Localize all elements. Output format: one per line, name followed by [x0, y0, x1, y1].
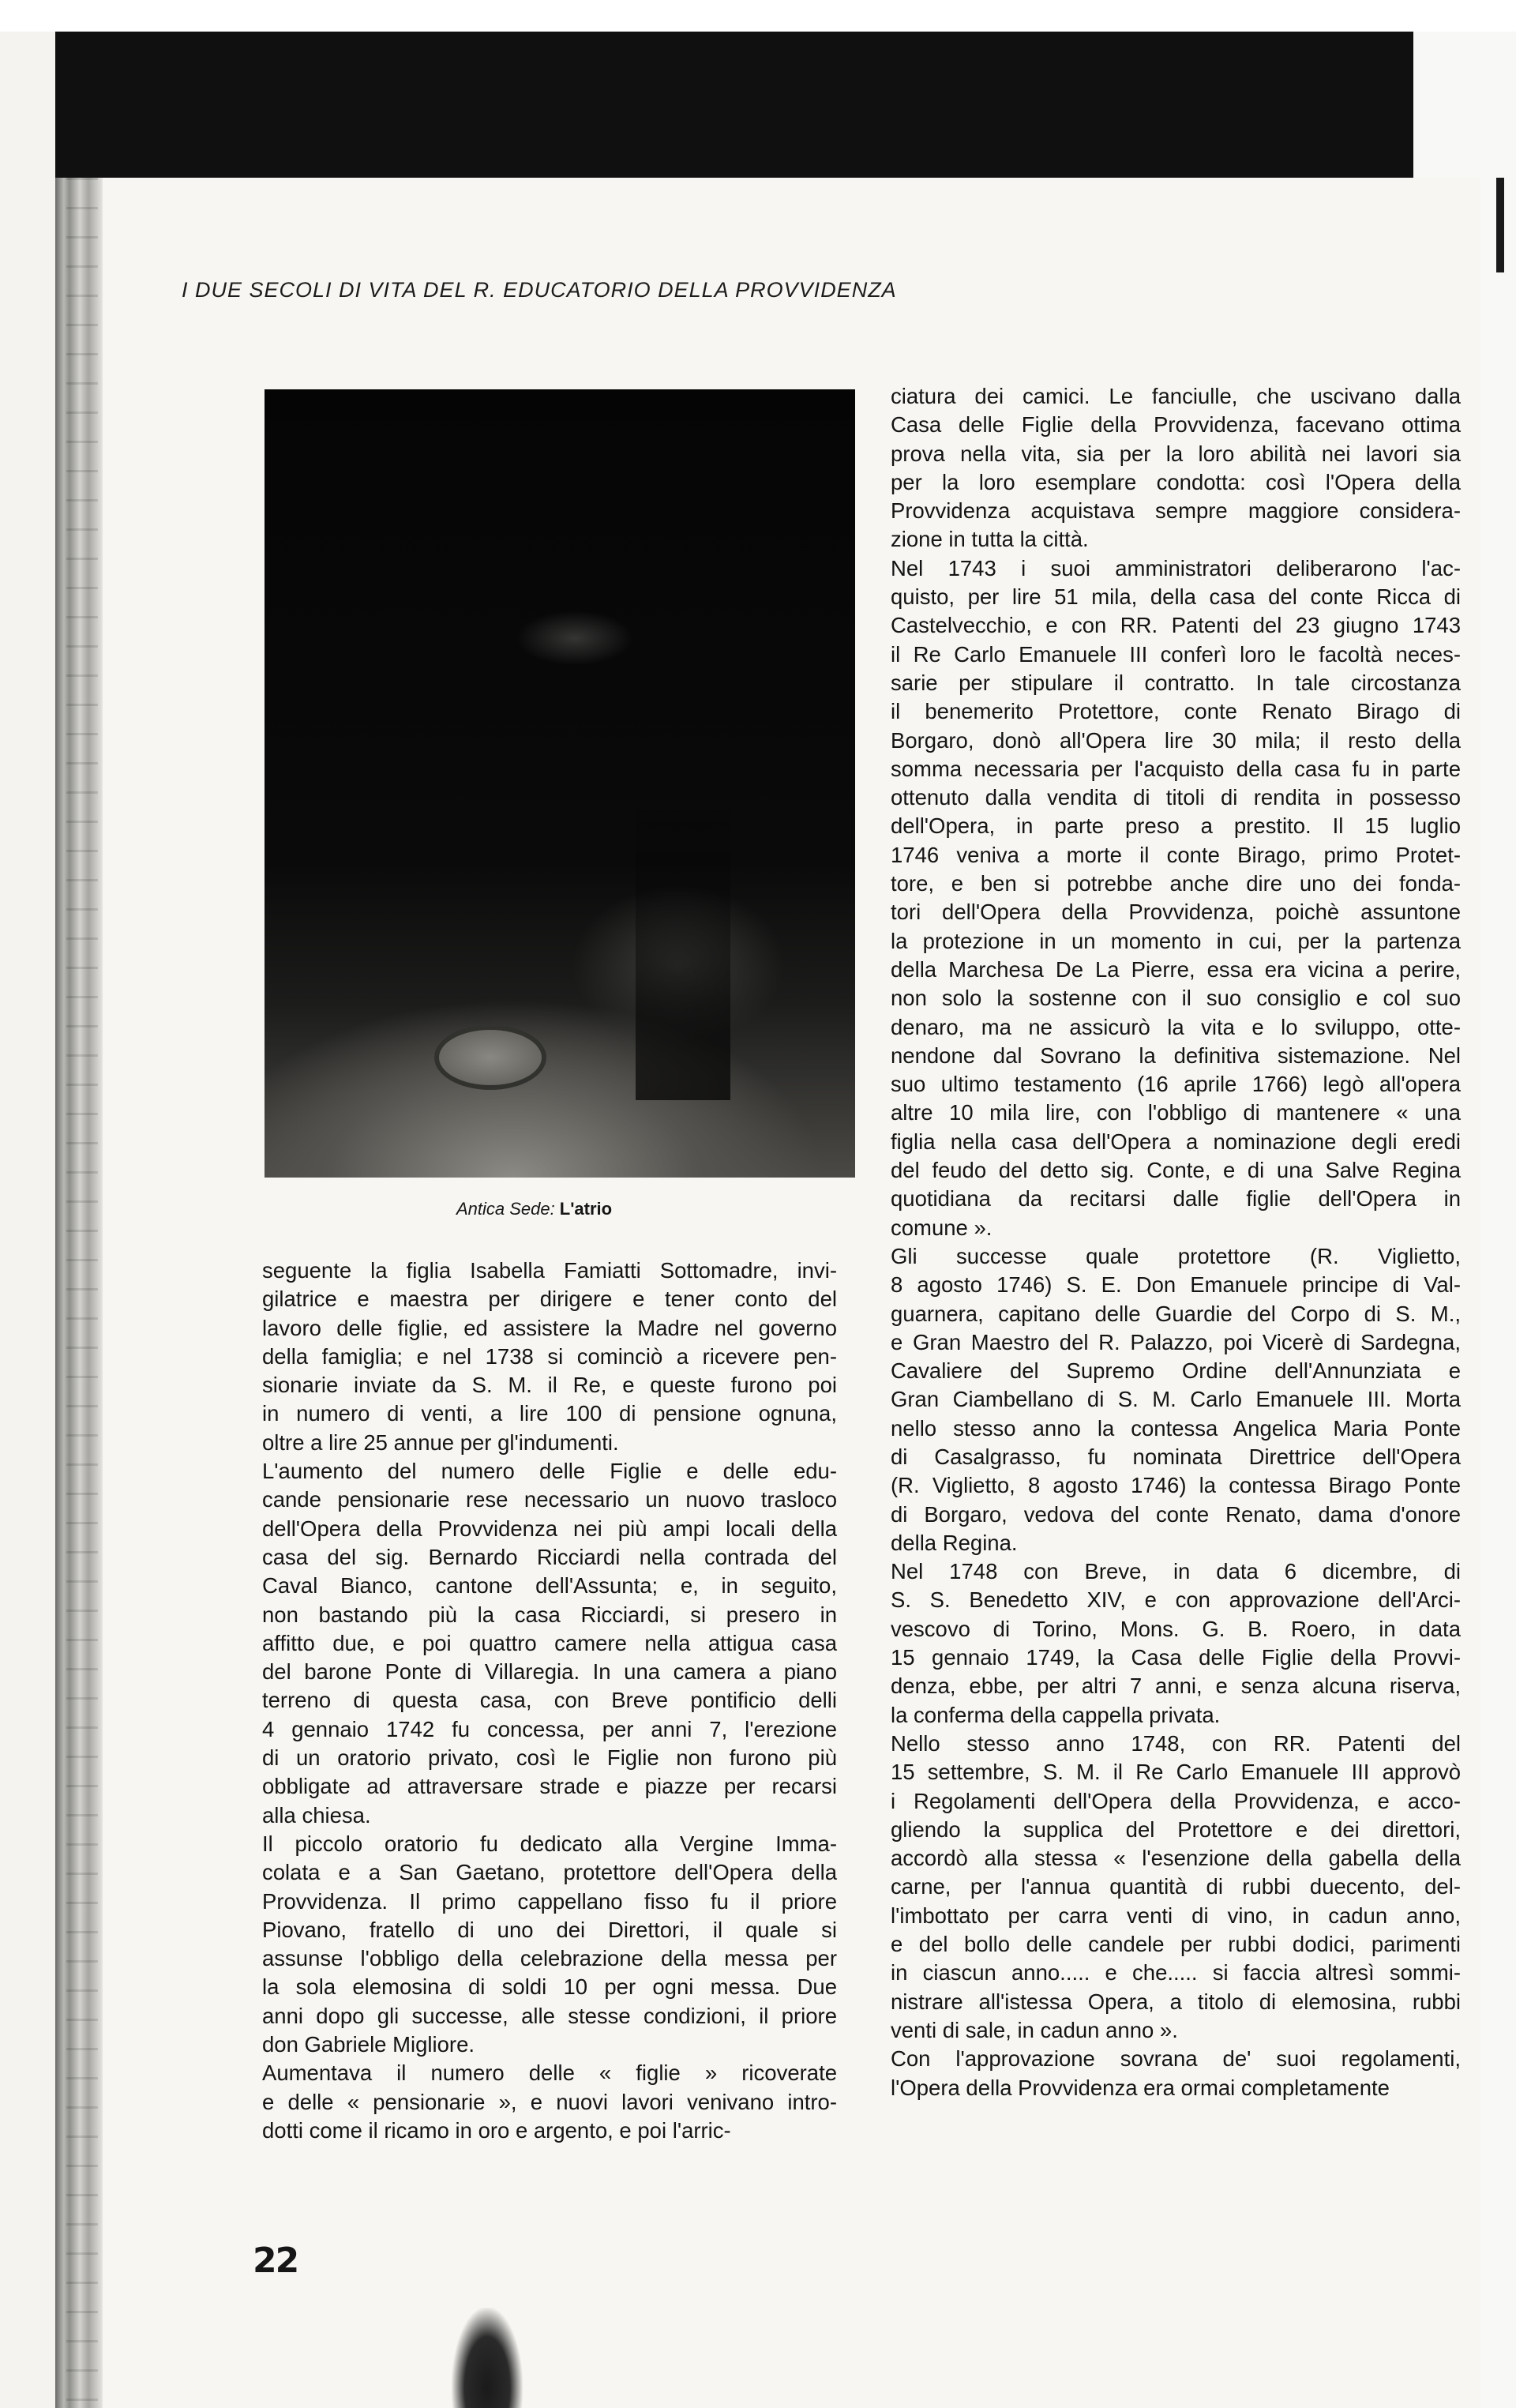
text-line: l'Opera della Provvidenza era ormai completamente — [891, 2075, 1390, 2100]
text-line: cande pensionarie rese necessario un nuovo trasloco — [262, 1487, 837, 1512]
scan-dark-border — [55, 32, 1413, 178]
text-line: Gran Ciambellano di S. M. Carlo Emanuele III. Morta — [891, 1387, 1461, 1412]
text-line: Casa delle Figlie della Provvidenza, facevano ottima — [891, 412, 1461, 438]
text-line: di Borgaro, vedova del conte Renato, dama d'onore — [891, 1501, 1461, 1527]
text-line: figlia nella casa dell'Opera a nominazione degli eredi — [891, 1129, 1461, 1154]
text-line: il benemerito Protettore, conte Renato Birago di — [891, 699, 1461, 724]
text-line: quisto, per lire 51 mila, della casa del conte Ricca di — [891, 584, 1461, 610]
text-line: e Gran Maestro del R. Palazzo, poi Vicerè di Sardegna, — [891, 1329, 1461, 1354]
atrium-photograph — [265, 389, 855, 1178]
text-line: nendone dal Sovrano la definitiva sistemazione. Nel — [891, 1042, 1461, 1068]
text-line: S. S. Benedetto XIV, e con approvazione dell'Arci- — [891, 1587, 1461, 1613]
text-line: di Casalgrasso, fu nominata Direttrice dell'Opera — [891, 1444, 1461, 1469]
photo-lamp-highlight — [516, 610, 634, 666]
text-line: anni dopo gli successe, alle stesse condizioni, il priore — [262, 2003, 837, 2028]
text-line: Provvidenza acquistava sempre maggiore considera- — [891, 498, 1461, 524]
text-line: del feudo del detto sig. Conte, e di una Salve Regina — [891, 1158, 1461, 1183]
text-line: lavoro delle figlie, ed assistere la Madre nel governo — [262, 1315, 837, 1340]
caption-place: Antica Sede: — [456, 1199, 555, 1219]
text-line: Castelvecchio, e con RR. Patenti del 23 giugno 1743 — [891, 613, 1461, 638]
text-line: Cavaliere del Supremo Ordine dell'Annunziata e — [891, 1358, 1461, 1384]
text-line: la sola elemosina di soldi 10 per ogni messa. Due — [262, 1974, 837, 2000]
text-column-right — [891, 382, 1461, 2102]
text-line: non solo la sostenne con il suo consiglio e col suo — [891, 986, 1461, 1011]
text-line: casa del sig. Bernardo Ricciardi nella contrada del — [262, 1544, 837, 1569]
scan-top-margin — [0, 0, 1516, 32]
text-line: in numero di venti, a lire 100 di pensione ognuna, — [262, 1401, 837, 1426]
text-line: dell'Opera, in parte preso a prestito. Il 15 luglio — [891, 813, 1461, 839]
text-line: 1746 veniva a morte il conte Birago, primo Protet- — [891, 842, 1461, 867]
text-line: Il piccolo oratorio fu dedicato alla Vergine Imma- — [262, 1831, 837, 1856]
text-line: don Gabriele Migliore. — [262, 2032, 475, 2057]
text-line: alla chiesa. — [262, 1802, 371, 1828]
text-line: colata e a San Gaetano, protettore dell'Opera della — [262, 1860, 837, 1885]
running-header: I DUE SECOLI DI VITA DEL R. EDUCATORIO DELLA PROVVIDENZA — [182, 278, 897, 302]
text-line: carne, per l'annua quantità di rubbi duecento, del- — [891, 1874, 1461, 1899]
text-line: e delle « pensionarie », e nuovi lavori venivano intro- — [262, 2089, 837, 2114]
text-line: denza, ebbe, per altri 7 anni, e senza alcuna riserva, — [891, 1674, 1461, 1699]
text-line: Caval Bianco, cantone dell'Assunta; e, in seguito, — [262, 1573, 837, 1598]
text-line: denaro, ma ne assicurò la vita e lo sviluppo, otte- — [891, 1014, 1461, 1039]
text-line: non bastando più la casa Ricciardi, si presero in — [262, 1602, 837, 1627]
text-line: in ciascun anno..... e che..... si faccia altresì sommi- — [891, 1960, 1461, 1985]
text-line: sarie per stipulare il contratto. In tale circostanza — [891, 670, 1461, 695]
text-line: vescovo di Torino, Mons. G. B. Roero, in data — [891, 1616, 1461, 1641]
text-line: Nel 1743 i suoi amministratori deliberarono l'ac- — [891, 555, 1461, 580]
text-column-left — [262, 1257, 837, 2145]
scan-edge-mark — [1496, 178, 1504, 272]
text-line: Borgaro, donò all'Opera lire 30 mila; il resto della — [891, 727, 1461, 753]
text-line: oltre a lire 25 annue per gl'indumenti. — [262, 1429, 619, 1455]
scan-smudge — [452, 2308, 523, 2408]
text-line: Gli successe quale protettore (R. Viglietto, — [891, 1243, 1461, 1268]
page-number: 22 — [253, 2241, 298, 2281]
text-line: la protezione in un momento in cui, per la partenza — [891, 928, 1461, 953]
text-line: sionarie inviate da S. M. il Re, e queste furono poi — [262, 1373, 837, 1398]
text-line: dell'Opera della Provvidenza nei più ampi locali della — [262, 1516, 837, 1541]
text-line: affitto due, e poi quattro camere nella attigua casa — [262, 1630, 837, 1655]
text-line: accordò alla stessa « l'esenzione della gabella della — [891, 1846, 1461, 1871]
text-line: quotidiana da recitarsi dalle figlie dell'Opera in — [891, 1186, 1461, 1212]
text-line: L'aumento del numero delle Figlie e delle edu- — [262, 1459, 837, 1484]
text-line: 15 settembre, S. M. il Re Carlo Emanuele III approvò — [891, 1760, 1461, 1785]
text-line: del barone Ponte di Villaregia. In una camera a piano — [262, 1659, 837, 1685]
text-line: Con l'approvazione sovrana de' suoi regolamenti, — [891, 2046, 1461, 2072]
text-line: Provvidenza. Il primo cappellano fisso fu il priore — [262, 1888, 837, 1914]
text-line: ciatura dei camici. Le fanciulle, che uscivano dalla — [891, 384, 1461, 408]
photo-column-shadow — [636, 784, 730, 1100]
text-line: 15 gennaio 1749, la Casa delle Figlie della Provvi- — [891, 1645, 1461, 1670]
text-line: suo ultimo testamento (16 aprile 1766) legò all'opera — [891, 1072, 1461, 1097]
text-line: Piovano, fratello di uno dei Direttori, il quale si — [262, 1917, 837, 1942]
photo-floor-medallion — [434, 1025, 546, 1090]
text-line: somma necessaria per l'acquisto della casa fu in parte — [891, 756, 1461, 781]
text-line: guarnera, capitano delle Guardie del Corpo di S. M., — [891, 1301, 1461, 1326]
text-line: della Marchesa De La Pierre, essa era vicina a perire, — [891, 956, 1461, 982]
text-line: zione in tutta la città. — [891, 527, 1089, 552]
text-line: Nello stesso anno 1748, con RR. Patenti del — [891, 1730, 1461, 1756]
text-line: gilatrice e maestra per dirigere e tener conto del — [262, 1287, 837, 1312]
caption-title: L'atrio — [559, 1199, 613, 1219]
text-line: nistrare all'istessa Opera, a titolo di elemosina, rubbi — [891, 1989, 1461, 2014]
text-line: Nel 1748 con Breve, in data 6 dicembre, di — [891, 1559, 1461, 1584]
text-line: 4 gennaio 1742 fu concessa, per anni 7, l'erezione — [262, 1716, 837, 1741]
text-line: gliendo la supplica del Protettore e dei direttori, — [891, 1816, 1461, 1842]
text-line: la conferma della cappella privata. — [891, 1702, 1221, 1727]
text-line: Aumentava il numero delle « figlie » ricoverate — [262, 2061, 837, 2086]
text-line: della famiglia; e nel 1738 si cominciò a ricevere pen- — [262, 1343, 837, 1369]
text-line: il Re Carlo Emanuele III conferì loro le facoltà neces- — [891, 641, 1461, 667]
text-line: e del bollo delle candele per rubbi dodici, parimenti — [891, 1932, 1461, 1957]
text-line: dotti come il ricamo in oro e argento, e poi l'arric- — [262, 2117, 731, 2143]
text-line: terreno di questa casa, con Breve pontificio delli — [262, 1688, 837, 1713]
text-line: di un oratorio privato, così le Figlie non furono più — [262, 1745, 837, 1771]
text-line: altre 10 mila lire, con l'obbligo di mantenere « una — [891, 1100, 1461, 1125]
text-line: tori dell'Opera della Provvidenza, poichè assuntone — [891, 900, 1461, 925]
text-line: seguente la figlia Isabella Famiatti Sottomadre, invi- — [262, 1258, 837, 1283]
text-line: ottenuto dalla vendita di titoli di rendita in possesso — [891, 785, 1461, 810]
text-line: venti di sale, in cadun anno ». — [891, 2017, 1178, 2042]
text-line: tore, e ben si potrebbe anche dire uno dei fonda- — [891, 871, 1461, 896]
text-line: della Regina. — [891, 1530, 1018, 1555]
text-line: per la loro esemplare condotta: così l'Opera della — [891, 469, 1461, 494]
text-line: nello stesso anno la contessa Angelica Maria Ponte — [891, 1415, 1461, 1441]
text-line: assunse l'obbligo della celebrazione della messa per — [262, 1946, 837, 1971]
text-line: obbligate ad attraversare strade e piazze per recarsi — [262, 1774, 837, 1799]
text-line: comune ». — [891, 1215, 993, 1240]
text-line: prova nella vita, sia per la loro abilità nei lavori sia — [891, 441, 1461, 466]
figure-caption — [456, 1199, 612, 1219]
text-line: i Regolamenti dell'Opera della Provvidenza, e acco- — [891, 1788, 1461, 1813]
page-stack-lines — [66, 178, 98, 2408]
text-line: (R. Viglietto, 8 agosto 1746) la contessa Birago Ponte — [891, 1473, 1461, 1498]
text-line: l'imbottato per carra venti di vino, in cadun anno, — [891, 1903, 1461, 1928]
text-line: 8 agosto 1746) S. E. Don Emanuele principe di Val- — [891, 1272, 1461, 1298]
